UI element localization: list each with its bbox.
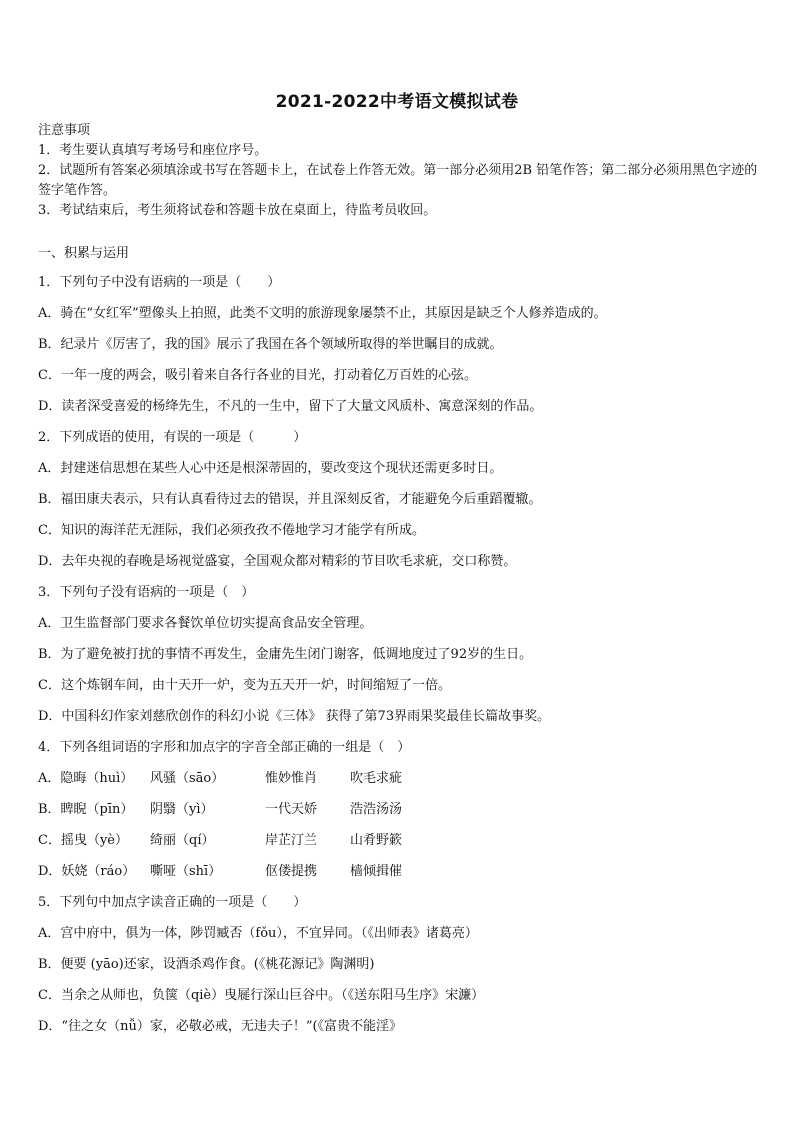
word-cell: 樯倾揖催 [350, 864, 403, 879]
word-cell: 绮丽（qí） [150, 833, 215, 848]
option-c: C．一年一度的两会，吸引着来自各行各业的目光，打动着亿万百姓的心弦。 [38, 368, 477, 383]
option-a: A．封建迷信思想在某些人心中还是根深蒂固的，要改变这个现状还需更多时日。 [38, 461, 503, 476]
option-a [38, 763, 760, 794]
question-3 [38, 577, 760, 732]
option-d: D．中国科幻作家刘慈欣创作的科幻小说《三体》 获得了第73界雨果奖最佳长篇故事奖。 [38, 709, 551, 724]
option-d: D．读者深受喜爱的杨绛先生，不凡的一生中，留下了大量文风质朴、寓意深刻的作品。 [38, 399, 543, 414]
option-b: B．福田康夫表示，只有认真看待过去的错误，并且深刻反省，才能避免今后重蹈覆辙。 [38, 492, 542, 507]
section-heading: 一、积累与运用 [38, 246, 130, 261]
question-5 [38, 887, 760, 1042]
word-cell: 伛偻提携 [265, 864, 318, 879]
option-c: C．这个炼钢车间，由十天开一炉，变为五天开一炉，时间缩短了一倍。 [38, 678, 451, 693]
word-cell: 阴翳（yì） [150, 802, 214, 817]
option-b: B．为了避免被打扰的事情不再发生，金庸先生闭门谢客，低调地度过了92岁的生日。 [38, 647, 533, 662]
word-cell: A．隐晦（huì） [38, 771, 134, 786]
word-cell: C．摇曳（yè） [38, 833, 128, 848]
option-a: A．骑在“女红军”塑像头上拍照，此类不文明的旅游现象屡禁不止，其原因是缺乏个人修养造成的。 [38, 306, 607, 321]
word-cell: 一代天娇 [265, 802, 318, 817]
notes-heading: 注意事项 [38, 123, 91, 138]
option-b: B．纪录片《厉害了，我的国》展示了我国在各个领域所取得的举世瞩目的成就。 [38, 337, 503, 352]
word-cell: 浩浩汤汤 [350, 802, 403, 817]
option-b: B．便要 (yāo)还家，设酒杀鸡作食。(《桃花源记》陶渊明) [38, 957, 375, 972]
note-item: 2．试题所有答案必须填涂或书写在答题卡上，在试卷上作答无效。第一部分必须用2B 铅笔作答；第二部分必须用黑色字迹的签字笔作答。 [38, 163, 758, 198]
option-c [38, 825, 760, 856]
option-c: C．知识的海洋茫无涯际，我们必须孜孜不倦地学习才能学有所成。 [38, 523, 425, 538]
notes-section [38, 121, 760, 221]
option-c: C．当余之从师也，负箧（qiè）曳屣行深山巨谷中。（《送东阳马生序》宋濂） [38, 988, 485, 1003]
word-cell: 惟妙惟肖 [265, 771, 318, 786]
word-cell: B．睥睨（pīn） [38, 802, 134, 817]
questions-body [38, 241, 760, 1042]
page-title: 2021-2022中考语文模拟试卷 [275, 92, 519, 112]
question-4 [38, 732, 760, 887]
option-a: A．卫生监督部门要求各餐饮单位切实提高食品安全管理。 [38, 616, 373, 631]
word-cell: D．妖娆（ráo） [38, 864, 136, 879]
question-stem: 5．下列句中加点字读音正确的一项是（ ） [38, 895, 307, 910]
question-1 [38, 267, 760, 422]
option-b [38, 794, 760, 825]
question-stem: 2．下列成语的使用，有误的一项是（ ） [38, 430, 307, 445]
question-stem: 3．下列句子没有语病的一项是（ ） [38, 585, 255, 600]
question-stem: 1．下列句子中没有语病的一项是（ ） [38, 275, 281, 290]
word-cell: 岸芷汀兰 [265, 833, 318, 848]
word-cell: 嘶哑（shī） [150, 864, 222, 879]
word-cell: 山肴野簌 [350, 833, 403, 848]
word-cell: 吹毛求疵 [350, 771, 403, 786]
note-item: 3．考试结束后，考生须将试卷和答题卡放在桌面上，待监考员收回。 [38, 203, 437, 218]
question-stem: 4．下列各组词语的字形和加点字的字音全部正确的一组是（ ） [38, 740, 411, 755]
option-d: D．去年央视的春晚是场视觉盛宴，全国观众都对精彩的节目吹毛求疵，交口称赞。 [38, 554, 517, 569]
note-item: 1．考生要认真填写考场号和座位序号。 [38, 143, 268, 158]
question-2 [38, 422, 760, 577]
option-a: A．宫中府中，俱为一体，陟罚臧否（fǒu），不宜异同。（《出师表》诸葛亮） [38, 926, 478, 941]
option-d: D．“往之女（nǚ）家，必敬必戒，无违夫子！”(《富贵不能淫》 [38, 1019, 403, 1034]
word-cell: 风骚（sāo） [150, 771, 225, 786]
option-d [38, 856, 760, 887]
